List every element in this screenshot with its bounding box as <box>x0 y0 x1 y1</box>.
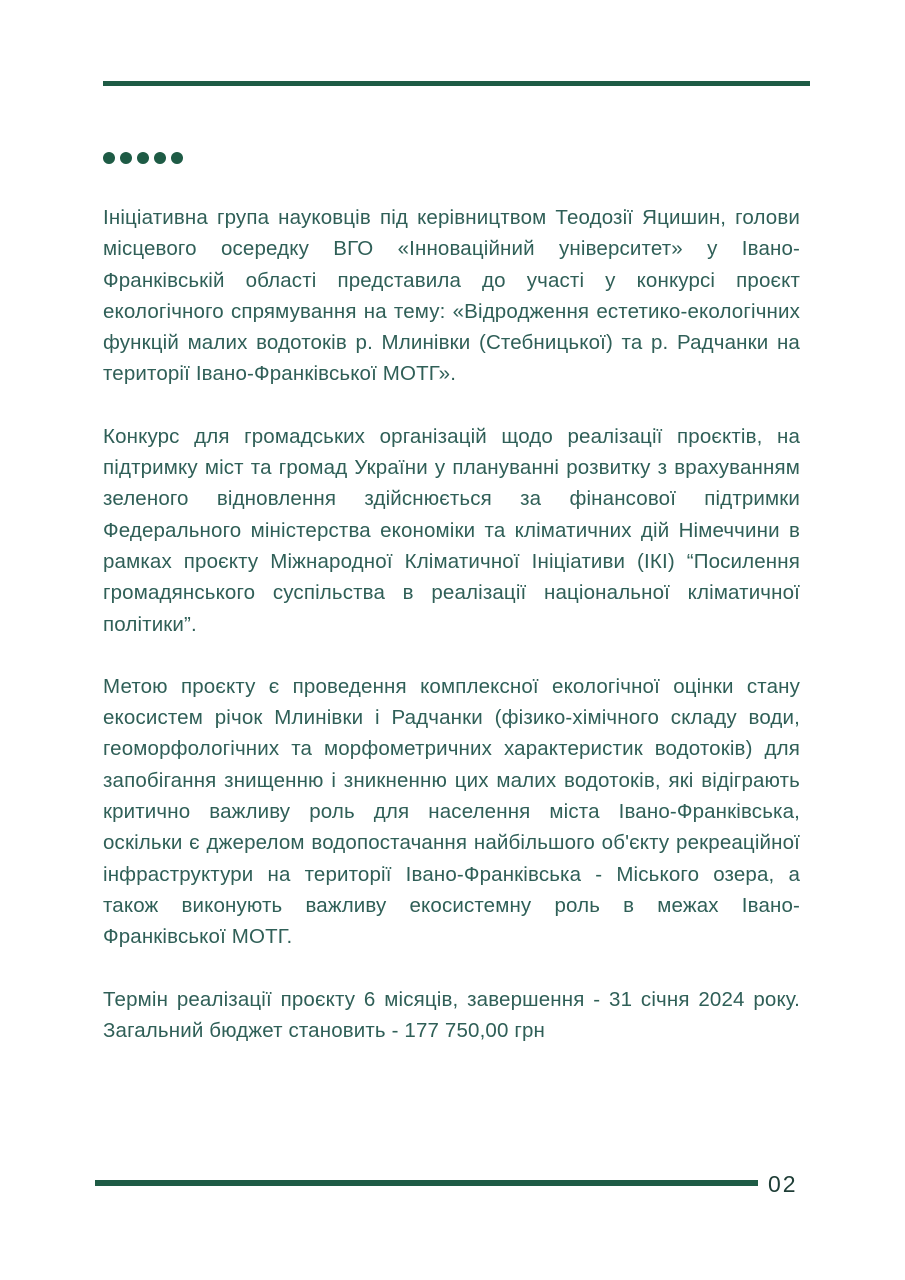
bottom-divider <box>95 1180 758 1186</box>
dot-icon <box>120 152 132 164</box>
dot-icon <box>171 152 183 164</box>
dot-icon <box>154 152 166 164</box>
decorative-dots <box>103 152 183 164</box>
page-number: 02 <box>768 1171 798 1197</box>
dot-icon <box>103 152 115 164</box>
paragraph-contest: Конкурс для громадських організацій щодо реалізації проєктів, на підтримку міст та громад України у плануванні розвитку з врахуванням зеленого відновлення здійснюється за фінансової підтримки Федерального міністерства економіки та кліматичних дій Німеччини в рамках проєкту Міжнародної Кліматичної Ініціативи (ІКІ) “Посилення громадянського суспільства в реалізації національної кліматичної політики”. <box>103 424 800 636</box>
body-text <box>103 202 800 1077</box>
dot-icon <box>137 152 149 164</box>
top-divider <box>103 81 810 86</box>
paragraph-initiative: Ініціативна група науковців під керівництвом Теодозії Яцишин, голови місцевого осередку ВГО «Інноваційний університет» у Івано-Франківській області представила до участі у конкурсі проєкт екологічного спрямування на тему: «Відродження естетико-екологічних функцій малих водотоків р. Млинівки (Стебницької) та р. Радчанки на території Івано-Франківської МОТГ». <box>103 206 800 386</box>
paragraph-budget: Термін реалізації проєкту 6 місяців, завершення - 31 січня 2024 року. Загальний бюджет становить - 177 750,00 грн <box>103 987 800 1042</box>
paragraph-goal: Метою проєкту є проведення комплексної екологічної оцінки стану екосистем річок Млинівки і Радчанки (фізико-хімічного складу води, геоморфологічних та морфометричних характеристик водотоків) для запобігання знищенню і зникненню цих малих водотоків, які відіграють критично важливу роль для населення міста Івано-Франківська, оскільки є джерелом водопостачання найбільшого об'єкту рекреаційної інфраструктури на території Івано-Франківська - Міського озера, а також виконують важливу екосистемну роль в межах Івано-Франківської МОТГ. <box>103 674 800 949</box>
